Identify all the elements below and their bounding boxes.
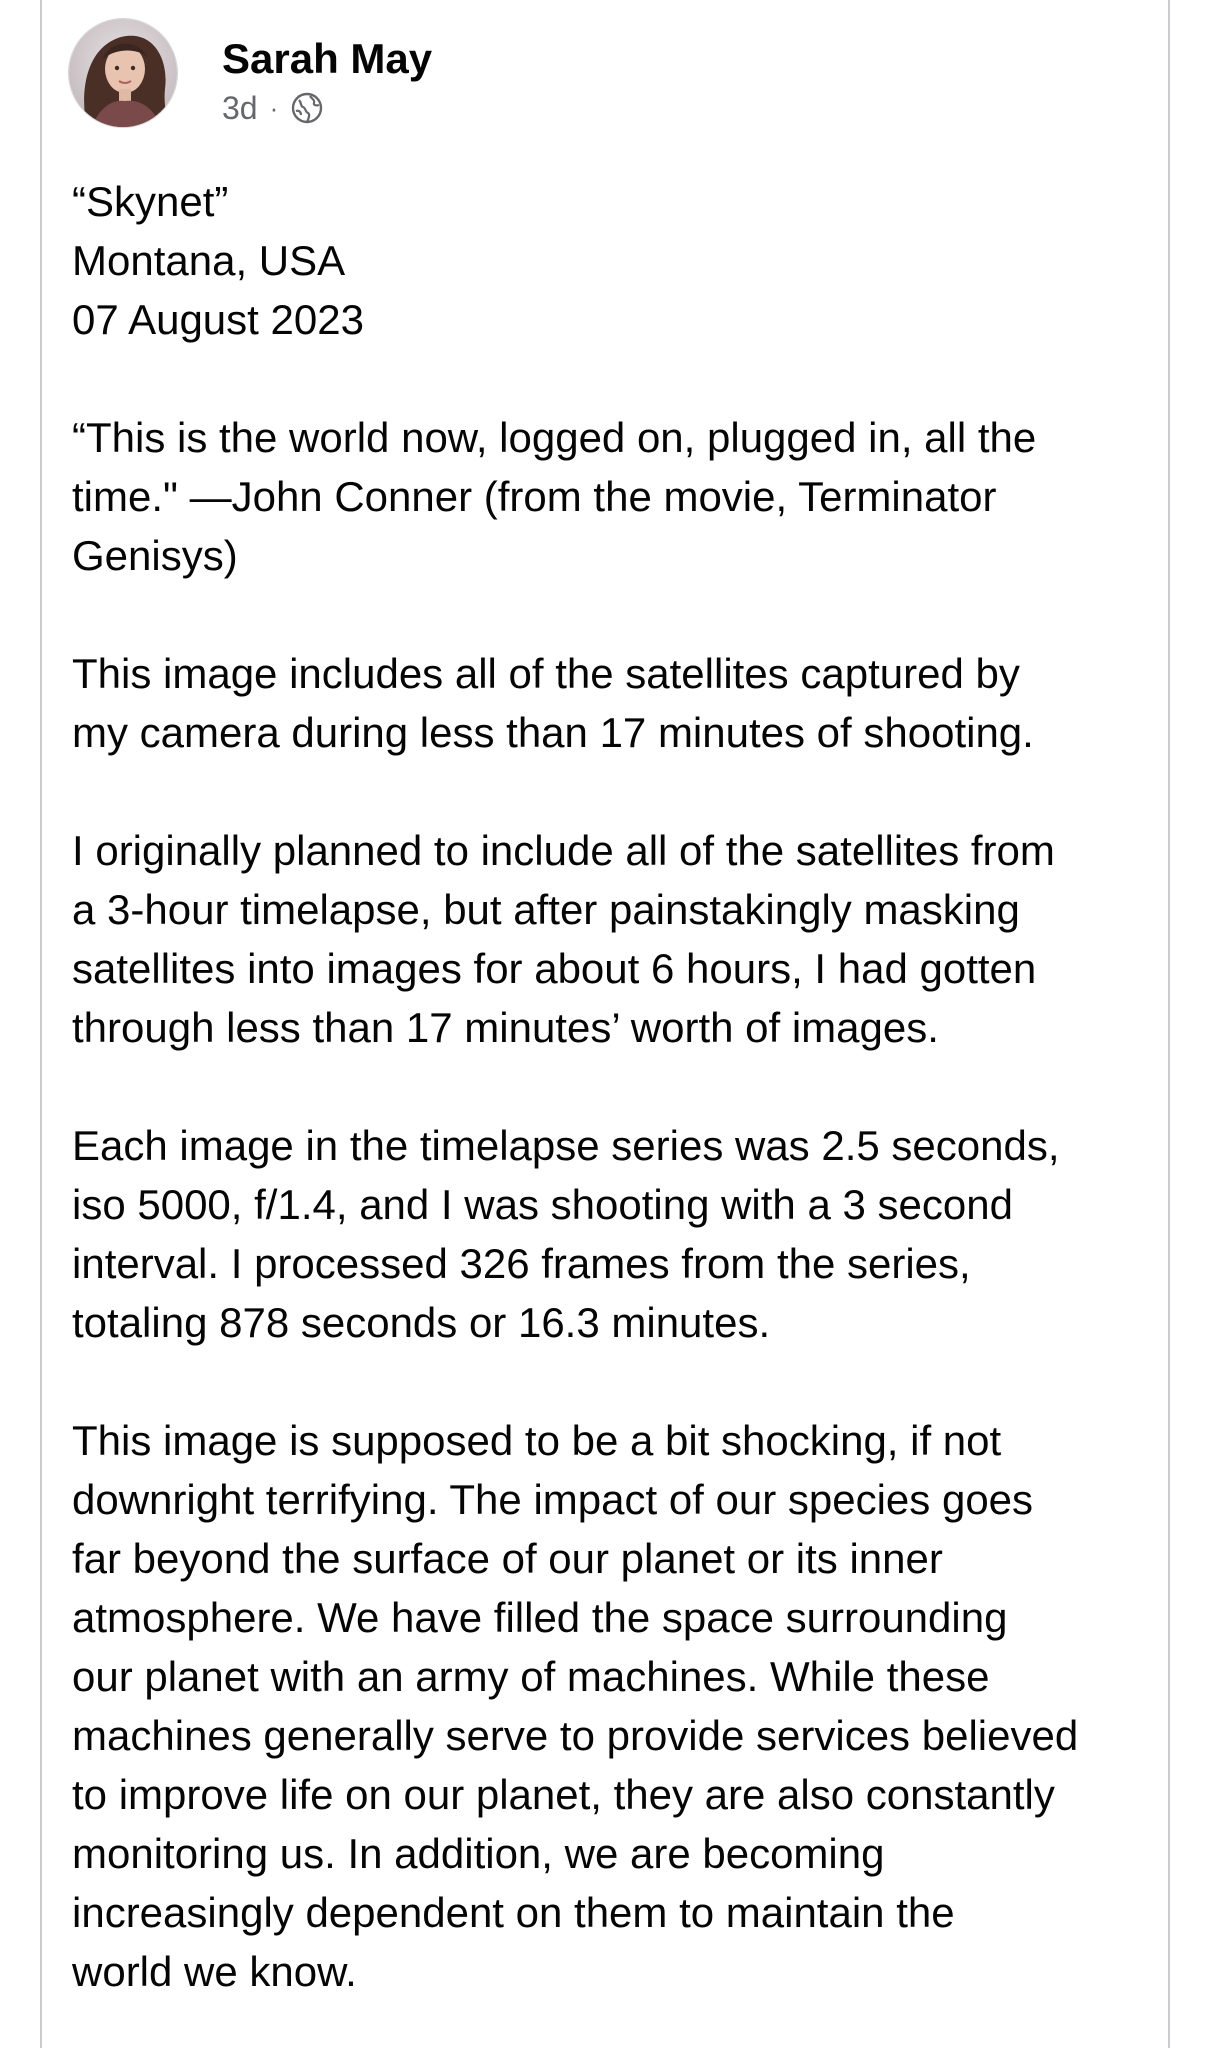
- post-paragraph: This image is supposed to be a bit shocking, if not downright terrifying. The impact of our species goes far beyond the surface of our planet or its inner atmosphere. We have filled the space surrounding our planet with an army of machines. While these machines generally serve to provide services believed to improve life on our planet, they are also constantly monitoring us. In addition, we are becoming increasingly dependent on them to maintain the world we know.: [72, 1417, 1079, 1995]
- meta-separator: ·: [269, 93, 279, 123]
- author-name[interactable]: Sarah May: [222, 35, 433, 82]
- post-header: [68, 18, 432, 134]
- post-meta: [222, 90, 432, 126]
- header-meta: [222, 18, 432, 126]
- post-paragraph: “Skynet” Montana, USA 07 August 2023: [72, 178, 364, 343]
- avatar[interactable]: [68, 18, 178, 128]
- post-paragraph: I originally planned to include all of the satellites from a 3-hour timelapse, but after painstakingly masking satellites into images for about 6 hours, I had gotten through less than 17 minutes’ worth of images.: [72, 827, 1055, 1051]
- post-paragraph: Each image in the timelapse series was 2.5 seconds, iso 5000, f/1.4, and I was shooting with a 3 second interval. I processed 326 frames from the series, totaling 878 seconds or 16.3 minutes.: [72, 1122, 1060, 1346]
- post-timestamp[interactable]: 3d: [222, 90, 258, 126]
- post-paragraph: This image includes all of the satellites captured by my camera during less than 17 minutes of shooting.: [72, 650, 1034, 756]
- post-card: [40, 0, 1170, 2048]
- globe-icon[interactable]: [290, 91, 324, 125]
- avatar-photo: [69, 19, 178, 128]
- post-paragraph: “This is the world now, logged on, plugged in, all the time." —John Conner (from the movie, Terminator Genisys): [72, 414, 1037, 579]
- post-body: [72, 172, 1152, 2060]
